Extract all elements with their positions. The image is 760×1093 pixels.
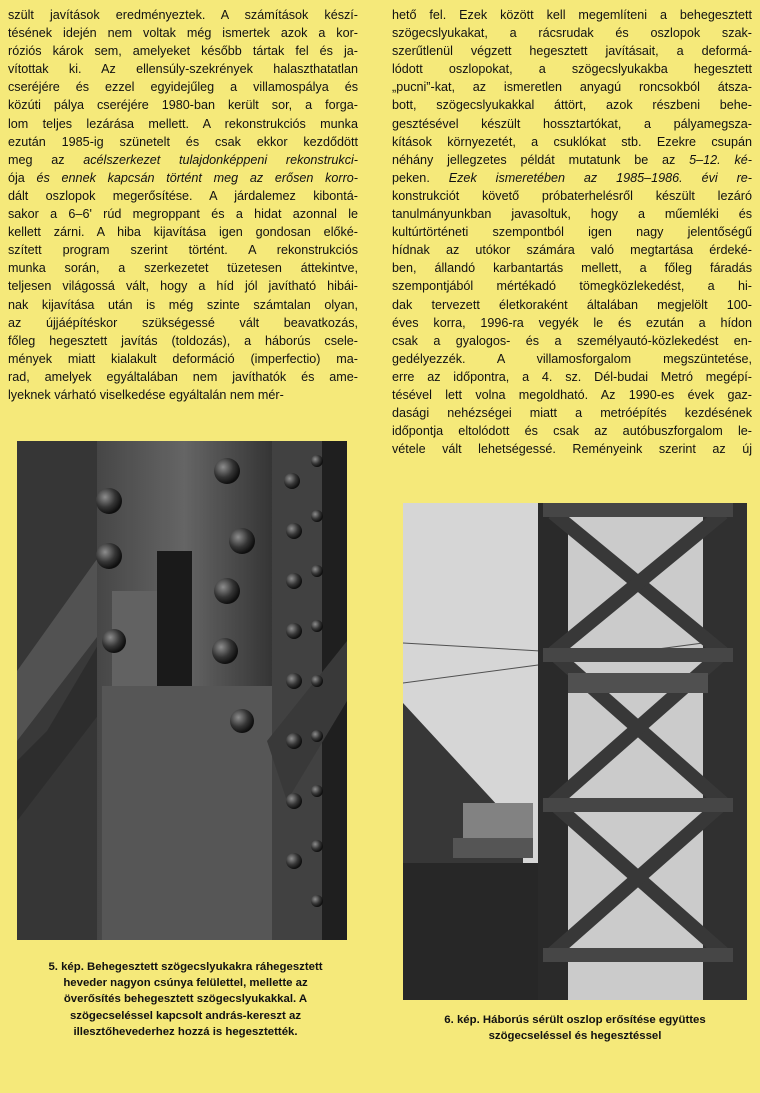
article-left-column (8, 6, 358, 404)
text-line: szült javítások eredményeztek. A számítások készí- (8, 8, 358, 22)
text-line: szögecslyukakat, a rácsrudak és oszlopok szak- (392, 26, 752, 41)
text-line: rad, amelyek egyáltalában nem javíthatók és ame- (8, 369, 358, 384)
text-line: róziós károk sem, amelyeket később tártak fel és ja- (8, 44, 358, 59)
figure-5-caption (8, 959, 363, 1040)
text-line: ezután 1985-ig szünetelt és csak ekkor kezdődött (8, 134, 358, 149)
text-line: időpontja eltolódott és csak az autóbuszforgalom le- (392, 424, 752, 439)
text-line: meg az acélszerkezet tulajdonképpeni rekonstrukci- (8, 152, 358, 167)
text-line: hető fel. Ezek között kell megemlíteni a behegesztett (392, 8, 752, 22)
text-line: az újjáépítéskor szükségessé vált beavatkozás, (8, 315, 358, 330)
text-line: mények miatt kialakult deformáció (imperfectio) ma- (8, 351, 358, 366)
text-line: dasági nehézségei miatt a metróépítés kezdésének (392, 406, 752, 421)
text-line: gesztésével készült hossztartókat, a pályamegsza- (392, 116, 752, 131)
text-line: tésével lett volna megoldható. Az 1990-es évek gaz- (392, 387, 752, 402)
text-line: gedélyezzék. A villamosforgalom megszüntetése, (392, 351, 752, 366)
text-line: cseréjére és ezzel egyidejűleg a villamospálya és (8, 80, 358, 95)
text-line: dált oszlopok megerősítése. A járdalemez kibontá- (8, 188, 358, 203)
caption-line: 5. kép. Behegesztett szögecslyukakra ráhegesztett (48, 961, 323, 973)
text-line: néhány jellegzetes példát mutatunk be az 5–12. ké- (392, 152, 752, 167)
text-line: főleg hegesztett javítás (toldozás), a háborús csele- (8, 333, 358, 348)
text-line: éves korra, 1996-ra vegyék le és ezután a hídon (392, 315, 752, 330)
text-line: szített program szerint történt. A rekonstrukciós (8, 243, 358, 258)
text-line: sakor a 6–6' rúd megroppant és a hidat azonnal le (8, 207, 358, 222)
text-line: kítások környezetét, a csuklókat stb. Ezekre csupán (392, 134, 752, 149)
caption-line: szögecseléssel és hegesztéssel (488, 1030, 662, 1043)
figure-6-photo-truss-column (403, 503, 747, 1000)
text-line: bott, szögecslyukakkal áttört, azok részbeni behe- (392, 98, 752, 113)
text-line: tanulmányunkban javasoltuk, hogy a műemléki és (392, 207, 752, 222)
text-line: tésének idején nem voltak még ismertek azok a kor- (8, 26, 358, 41)
text-line: kellett zárni. A hiba kijavítása igen gondosan előké- (8, 225, 358, 240)
figure-6-caption (400, 1012, 750, 1044)
text-line: vítottak ki. Az ellensúly-szekrények halaszthatatlan (8, 62, 358, 77)
text-line: nak kijavítása után is még szinte számtalan olyan, (8, 297, 358, 312)
caption-line: heveder nagyon csúnya felülettel, mellette az (63, 977, 308, 990)
text-line: ben, állandó karbantartás mellett, a főleg fáradás (392, 261, 752, 276)
text-line: munka során, a szerkezetet tüzetesen áttekintve, (8, 261, 358, 276)
text-line: szerűtlenül végzett hegesztett javításait, a deformá- (392, 44, 752, 59)
caption-line: 6. kép. Háborús sérült oszlop erősítése együttes (444, 1014, 706, 1026)
text-line: vétele vált lehetségessé. Reményeink szerint az új (392, 442, 752, 457)
text-line: közúti pálya cseréjére 1980-ban került sor, a forga- (8, 98, 358, 113)
text-line: csak a gyalogos- és a személyautó-közlekedést en- (392, 333, 752, 348)
text-line: lom teljes lezárása mellett. A rekonstrukciós munka (8, 116, 358, 131)
text-line: peken. Ezek ismeretében az 1985–1986. évi re- (392, 170, 752, 185)
text-line: hídnak az utókor számára való megtartása érdeké- (392, 243, 752, 258)
caption-line: illesztőhevederhez hozzá is hegesztették. (73, 1025, 298, 1038)
text-line: kultúrtörténeti szempontból igen nagy jelentőségű (392, 225, 752, 240)
figure-5-photo-riveted-column (17, 441, 347, 940)
text-line: konstrukciót követő próbaterhelésről készült lezáró (392, 188, 752, 203)
caption-line: överősítés behegesztett szögecslyukakkal. A (63, 993, 308, 1006)
text-line: lyeknek várható viselkedése egyáltalán nem mér- (8, 387, 284, 402)
text-line: lódott oszlopokat, a szögecslyukakba hegesztett (392, 62, 752, 77)
text-line: ója és ennek kapcsán történt meg az erősen korro- (8, 170, 358, 185)
text-line: szempontjából mértékadó tömegközlekedést, a hi- (392, 279, 752, 294)
article-right-column (392, 6, 752, 458)
text-line: teljesen világossá vált, hogy a híd jól javítható hibái- (8, 279, 358, 294)
text-line: „pucni”-kat, az ismeretlen anyagú roncsokból átsza- (392, 80, 752, 95)
text-line: erre az időpontra, a 4. sz. Dél-budai Metró megépí- (392, 369, 752, 384)
caption-line: szögecseléssel kapcsolt andrás-kereszt az (69, 1009, 302, 1022)
text-line: dak tervezett életkoraként általában megjelölt 100- (392, 297, 752, 312)
